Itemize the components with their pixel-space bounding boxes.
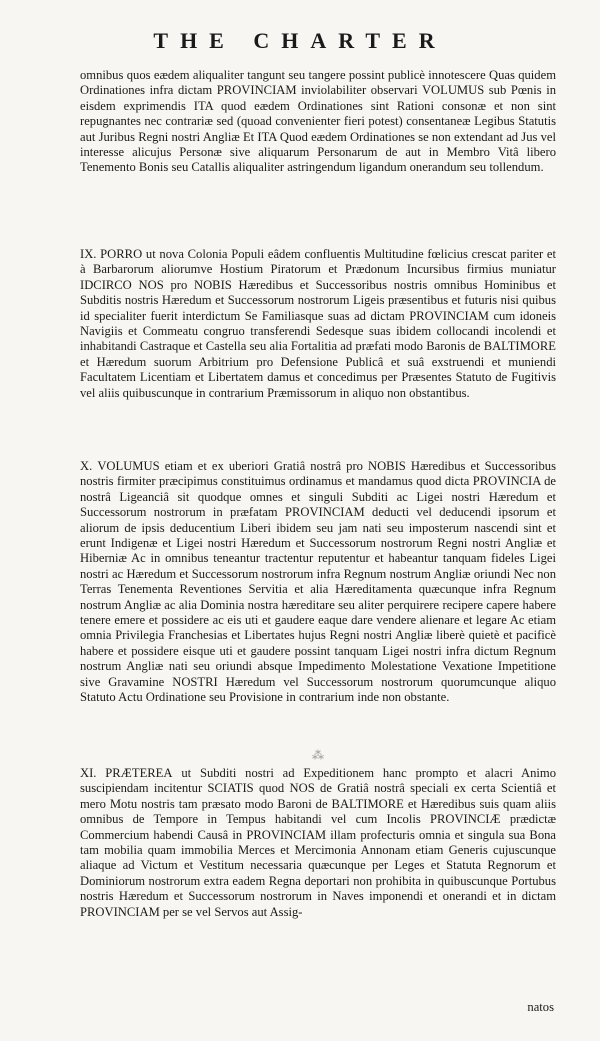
paragraph-xi <box>80 766 556 920</box>
paragraph-text: ut Subditi nostri ad Expeditionem hanc prompto et alacri Animo suscipiendam incitentur SCIATIS quod NOS de Gratiâ nostrâ speciali ex certa Scientiâ et mero Motu nostris tam præsato modo Baroni de BALTIMORE et Hæredibus suis quam aliis omnibus de Tempore in Tempus habitandi vel cum Incolis PROVINCIÆ prædictæ Commercium habendi Causâ in PROVINCIAM illam profecturis omnia et singula sua Bona tam mobilia quam immobilia Merces et Mercimonia Annonam etiam Generis cujuscunque aliaque ad Victum et Vestitum necessaria quæcunque per Leges et Statuta Regnorum et Dominiorum nostrorum extra eadem Regna deportari non prohibita in quibuscunque Portubus nostris Hæredum et Successorum nostrorum in Naves imponendi et onerandi et in dictam PROVINCIAM per se vel Servos aut Assig- <box>80 766 556 919</box>
paragraph-continuation <box>80 68 556 176</box>
catchword: natos <box>527 1000 554 1014</box>
paragraph-lead-word: PRÆTEREA <box>105 766 173 780</box>
paragraph-numeral: X. <box>80 459 93 473</box>
paragraph-text: etiam et ex uberiori Gratiâ nostrâ pro NOBIS Hæredibus et Successoribus nostris firmiter præcipimus constituimus ordinamus et mandamus quod dicta PROVINCIA de nostrâ Ligeanciâ sit quodque omnes et singuli Subditi ac Ligei nostri Hæredum et Successorum nostrorum in præfatam PROVINCIAM deducti vel deducendi ipsorum et aliorum de ipsis deducentium Liberi ibidem seu jam nati seu imposterum nascendi sint et erunt Indigenæ et Ligei nostri Hæredum et Successorum nostrorum Regni nostri Angliæ et Hiberniæ Ac in omnibus teneantur tractentur reputentur et habeantur tanquam fideles Ligei nostri ac Hæredum et Successorum nostrorum infra Regnum nostrum Angliæ oriundi Nec non Terras Tenementa Reventiones Servitia et alia Hæreditamenta quæcunque infra Regnum nostrum Angliæ ac alia Dominia nostra hæreditare seu aliter perquirere recipere capere habere tenere emere et possidere ac eis uti et gaudere eaque dare vendere alienare et legare Ac etiam omnia Privilegia Franchesias et Libertates hujus Regni nostri Angliæ liberè quietè et pacificè habere et possidere eisque uti et gaudere possint tanquam Ligei nostri infra dictum Regnum nostrum Angliæ nati seu oriundi absque Impedimento Molestatione Vexatione Impetitione sive Gravamine NOSTRI Hæredum vel Successorum nostrorum quorumcunque aliquo Statuto Actu Ordinatione seu Provisione in contrarium inde non obstante. <box>80 459 556 705</box>
running-head: THE CHARTER <box>153 28 447 53</box>
paragraph-lead-word: VOLUMUS <box>97 459 160 473</box>
paragraph-x <box>80 459 556 706</box>
paragraph-text: omnibus quos eædem aliqualiter tangunt seu tangere possint publicè innotescere Quas quidem Ordinationes infra dictam PROVINCIAM inviolabiliter observari VOLUMUS sub Pœnis in eisdem exprimendis ITA quod eædem Ordinationes sint Rationi consonæ et non sint repugnantes nec contrariæ sed (quoad convenienter fieri potest) consentaneæ Legibus Statutis aut Juribus Regni nostri Angliæ Et ITA Quod eædem Ordinationes se non extendant ad Jus vel interesse alicujus Personæ sive aliquarum Personarum de aut in Membro Vitâ libero Tenemento Bonis seu Catallis aliqualiter astringendum ligandum onerandum seu tollendum. <box>80 68 556 175</box>
paragraph-numeral: XI. <box>80 766 97 780</box>
paragraph-numeral: IX. <box>80 247 97 261</box>
ornament-mark: ⁂ <box>312 748 324 762</box>
paragraph-text: ut nova Colonia Populi eâdem confluentis Multitudine fœlicius crescat pariter et à Barbarorum aliorumve Hostium Piratorum et Prædonum Incursibus firmius muniatur IDCIRCO NOS pro NOBIS Hæredibus et Successoribus nostris omnibus Hominibus et Subditis nostris Hæredum et Successorum nostrorum Ligeis præsentibus et futuris nisi quibus id specialiter fuerit interdictum Se Familiasque suas ad dictam PROVINCIAM cum idoneis Navigiis et Commeatu congruo transferendi Sedesque suas ibidem collocandi incolendi et inhabitandi Castraque et Castella seu alia Fortalitia ad præfati modo Baronis de BALTIMORE et Hæredum suorum Arbitrium pro Defensione Publicâ et suâ exstruendi et muniendi Facultatem Licentiam et Libertatem damus et concedimus per Præsentes Statuto de Fugitivis vel aliis quibuscunque in contrarium Præmissorum in aliquo non obstantibus. <box>80 247 556 400</box>
paragraph-ix <box>80 247 556 401</box>
paragraph-lead-word: PORRO <box>100 247 143 261</box>
